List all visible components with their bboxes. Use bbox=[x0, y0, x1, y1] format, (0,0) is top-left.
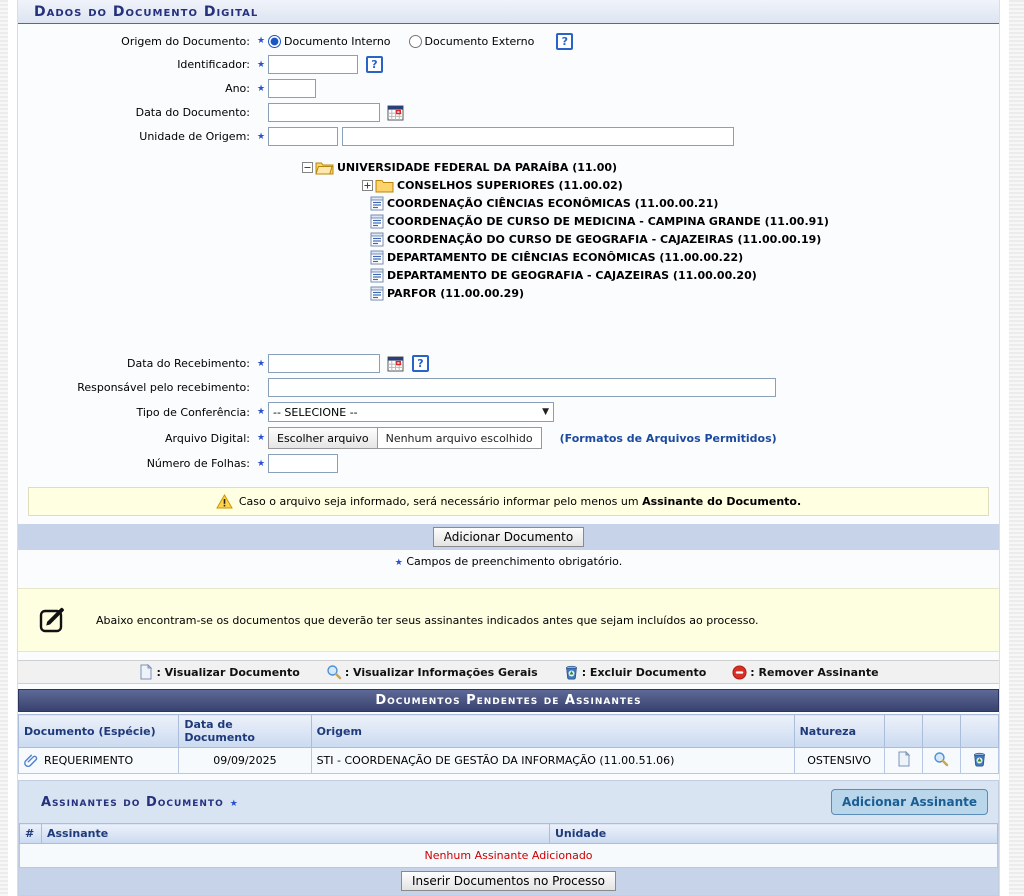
radio-documento-interno[interactable] bbox=[268, 35, 391, 48]
radio-documento-externo-input[interactable] bbox=[409, 35, 422, 48]
unit-document-icon bbox=[370, 250, 384, 265]
unit-document-icon bbox=[370, 286, 384, 301]
origem-cell: STI - COORDENAÇÃO DE GESTÃO DA INFORMAÇÃO (11.00.51.06) bbox=[311, 748, 794, 774]
required-fields-note: ★ Campos de preenchimento obrigatório. bbox=[394, 555, 623, 568]
signers-footer-bar bbox=[19, 868, 998, 895]
required-star-icon: ★ bbox=[256, 458, 266, 469]
col-actions bbox=[884, 715, 922, 748]
required-star-icon: ★ bbox=[256, 433, 266, 443]
identificador-help-icon[interactable]: ? bbox=[366, 56, 383, 73]
unit-document-icon bbox=[370, 214, 384, 229]
unidade-origem-label: Unidade de Origem: bbox=[139, 130, 250, 143]
legend-item: : Remover Assinante bbox=[732, 665, 878, 680]
tree-leaf-node[interactable] bbox=[370, 266, 999, 284]
radio-documento-interno-input[interactable] bbox=[268, 35, 281, 48]
inserir-documentos-button[interactable]: Inserir Documentos no Processo bbox=[401, 871, 616, 891]
required-star-icon: ★ bbox=[394, 558, 403, 568]
tipo-conferencia-value: -- SELECIONE -- bbox=[273, 405, 358, 419]
pending-documents-table bbox=[18, 714, 999, 774]
tree-leaf-label: PARFOR (11.00.00.29) bbox=[387, 286, 525, 300]
delete-document-icon[interactable] bbox=[972, 751, 987, 767]
required-star-icon: ★ bbox=[256, 83, 266, 94]
col-origem: Origem bbox=[311, 715, 794, 748]
tree-leaf-label: DEPARTAMENTO DE CIÊNCIAS ECONÔMICAS (11.00.00.22) bbox=[387, 250, 744, 264]
data-recebimento-label: Data do Recebimento: bbox=[127, 357, 250, 370]
origem-label: Origem do Documento: bbox=[121, 34, 250, 48]
data-recebimento-row bbox=[18, 354, 999, 373]
unit-document-icon bbox=[370, 268, 384, 283]
data-recebimento-help-icon[interactable]: ? bbox=[412, 355, 429, 372]
warning-banner bbox=[28, 487, 989, 516]
numero-folhas-label: Número de Folhas: bbox=[146, 457, 250, 470]
tree-branch-node[interactable] bbox=[362, 176, 999, 194]
tree-leaf-node[interactable] bbox=[370, 248, 999, 266]
legend-item: : Visualizar Documento bbox=[138, 664, 299, 680]
pending-documents-title: Documentos Pendentes de Assinantes bbox=[18, 689, 999, 712]
required-star-icon: ★ bbox=[256, 131, 266, 142]
unit-document-icon bbox=[370, 196, 384, 211]
adicionar-assinante-button[interactable]: Adicionar Assinante bbox=[831, 789, 988, 815]
unidade-origem-row bbox=[18, 127, 999, 146]
warning-text: Caso o arquivo seja informado, será necessário informar pelo menos um Assinante do Documento. bbox=[238, 495, 802, 508]
tipo-conferencia-label: Tipo de Conferência: bbox=[136, 405, 250, 419]
col-actions bbox=[922, 715, 960, 748]
document-form bbox=[18, 24, 999, 568]
col-natureza: Natureza bbox=[794, 715, 884, 748]
arquivo-digital-row bbox=[18, 427, 999, 449]
radio-documento-externo[interactable] bbox=[409, 35, 535, 48]
empty-signers-row bbox=[20, 844, 998, 868]
required-star-icon: ★ bbox=[256, 59, 266, 70]
required-star-icon: ★ bbox=[256, 407, 266, 417]
remove-signer-icon bbox=[732, 665, 747, 680]
data-documento-label: Data do Documento: bbox=[135, 106, 250, 119]
signers-title: Assinantes do Documento ★ bbox=[41, 794, 239, 810]
required-star-icon: ★ bbox=[229, 798, 239, 809]
info-banner-text: Abaixo encontram-se os documentos que deverão ter seus assinantes indicados antes que sejam incluídos ao processo. bbox=[96, 613, 759, 627]
magnifier-icon bbox=[326, 664, 342, 680]
origem-help-icon[interactable]: ? bbox=[556, 33, 573, 50]
numero-folhas-row bbox=[18, 454, 999, 473]
identificador-row bbox=[18, 55, 999, 74]
page-title: Dados do Documento Digital bbox=[18, 0, 999, 24]
ano-row bbox=[18, 79, 999, 98]
data-cell: 09/09/2025 bbox=[179, 748, 311, 774]
signers-header bbox=[19, 781, 998, 823]
view-document-action[interactable] bbox=[884, 748, 922, 774]
tree-leaf-label: COORDENAÇÃO CIÊNCIAS ECONÔMICAS (11.00.00.21) bbox=[387, 196, 719, 210]
signers-table bbox=[19, 823, 998, 868]
signers-header-row bbox=[20, 824, 998, 844]
arquivo-digital-label: Arquivo Digital: bbox=[165, 431, 250, 445]
choose-file-button[interactable]: Escolher arquivo bbox=[269, 428, 378, 448]
tree-leaf-node[interactable] bbox=[370, 230, 999, 248]
warning-icon bbox=[216, 494, 233, 509]
file-status-text: Nenhum arquivo escolhido bbox=[385, 431, 533, 445]
unidade-origem-name-input[interactable] bbox=[342, 127, 734, 146]
numero-folhas-input[interactable] bbox=[268, 454, 338, 473]
ano-input[interactable] bbox=[268, 79, 316, 98]
delete-document-action[interactable] bbox=[960, 748, 998, 774]
delete-document-icon bbox=[564, 664, 579, 680]
tree-root-label: UNIVERSIDADE FEDERAL DA PARAÍBA (11.00) bbox=[337, 160, 618, 174]
page-frame bbox=[8, 0, 1009, 896]
col-data: Data de Documento bbox=[179, 715, 311, 748]
pending-documents-section bbox=[18, 689, 999, 774]
info-banner bbox=[18, 588, 999, 652]
legend-item: : Excluir Documento bbox=[564, 664, 707, 680]
tipo-conferencia-select[interactable] bbox=[268, 402, 554, 422]
radio-documento-externo-label: Documento Externo bbox=[424, 34, 535, 48]
empty-signers-message: Nenhum Assinante Adicionado bbox=[20, 844, 998, 868]
pending-table-header-row bbox=[19, 715, 999, 748]
col-actions bbox=[960, 715, 998, 748]
responsavel-input[interactable] bbox=[268, 378, 776, 397]
table-row bbox=[19, 748, 999, 774]
ano-label: Ano: bbox=[225, 82, 250, 95]
formats-allowed-link[interactable]: (Formatos de Arquivos Permitidos) bbox=[559, 431, 777, 445]
required-star-icon: ★ bbox=[256, 358, 266, 369]
arquivo-digital-file-input[interactable] bbox=[268, 427, 542, 449]
view-document-icon bbox=[138, 664, 153, 680]
col-documento: Documento (Espécie) bbox=[19, 715, 179, 748]
tree-leaf-label: DEPARTAMENTO DE GEOGRAFIA - CAJAZEIRAS (11.00.00.20) bbox=[387, 268, 757, 282]
tree-leaf-node[interactable] bbox=[370, 194, 999, 212]
data-documento-row bbox=[18, 103, 999, 122]
identificador-label: Identificador: bbox=[177, 58, 250, 71]
form-footer-bar bbox=[18, 524, 999, 550]
main-content bbox=[17, 0, 1000, 896]
col-num: # bbox=[20, 824, 42, 844]
tree-leaf-label: COORDENAÇÃO DE CURSO DE MEDICINA - CAMPINA GRANDE (11.00.91) bbox=[387, 214, 829, 228]
open-folder-icon bbox=[315, 160, 334, 175]
tree-root-node[interactable] bbox=[302, 158, 999, 176]
natureza-cell: OSTENSIVO bbox=[794, 748, 884, 774]
unidade-origem-code-input[interactable] bbox=[268, 127, 338, 146]
identificador-input[interactable] bbox=[268, 55, 358, 74]
responsavel-row bbox=[18, 378, 999, 397]
edit-pencil-icon bbox=[38, 605, 68, 635]
paperclip-icon[interactable] bbox=[24, 753, 39, 768]
calendar-icon[interactable] bbox=[387, 105, 404, 121]
tree-leaf-label: COORDENAÇÃO DO CURSO DE GEOGRAFIA - CAJAZEIRAS (11.00.00.19) bbox=[387, 232, 822, 246]
col-unidade: Unidade bbox=[550, 824, 998, 844]
unit-document-icon bbox=[370, 232, 384, 247]
closed-folder-icon bbox=[375, 178, 394, 193]
data-documento-input[interactable] bbox=[268, 103, 380, 122]
calendar-icon[interactable] bbox=[387, 356, 404, 372]
legend-item: : Visualizar Informações Gerais bbox=[326, 664, 538, 680]
responsavel-label: Responsável pelo recebimento: bbox=[77, 381, 250, 394]
expand-icon[interactable] bbox=[362, 180, 373, 191]
tree-branch-label: CONSELHOS SUPERIORES (11.00.02) bbox=[397, 178, 623, 192]
documento-cell: REQUERIMENTO bbox=[19, 748, 179, 774]
chevron-down-icon: ▼ bbox=[542, 407, 549, 417]
tree-leaf-node[interactable] bbox=[370, 284, 999, 302]
view-info-action[interactable] bbox=[922, 748, 960, 774]
tree-leaf-node[interactable] bbox=[370, 212, 999, 230]
signers-section bbox=[18, 780, 999, 896]
tipo-conferencia-row bbox=[18, 402, 999, 422]
unit-tree bbox=[302, 158, 999, 302]
col-assinante: Assinante bbox=[42, 824, 550, 844]
adicionar-documento-button[interactable]: Adicionar Documento bbox=[433, 527, 584, 547]
required-star-icon: ★ bbox=[256, 36, 266, 46]
data-recebimento-input[interactable] bbox=[268, 354, 380, 373]
magnifier-icon[interactable] bbox=[933, 751, 949, 767]
radio-documento-interno-label: Documento Interno bbox=[284, 34, 391, 48]
icons-legend bbox=[18, 660, 999, 684]
collapse-icon[interactable] bbox=[302, 162, 313, 173]
origem-row bbox=[18, 32, 999, 50]
view-document-icon[interactable] bbox=[896, 751, 911, 767]
